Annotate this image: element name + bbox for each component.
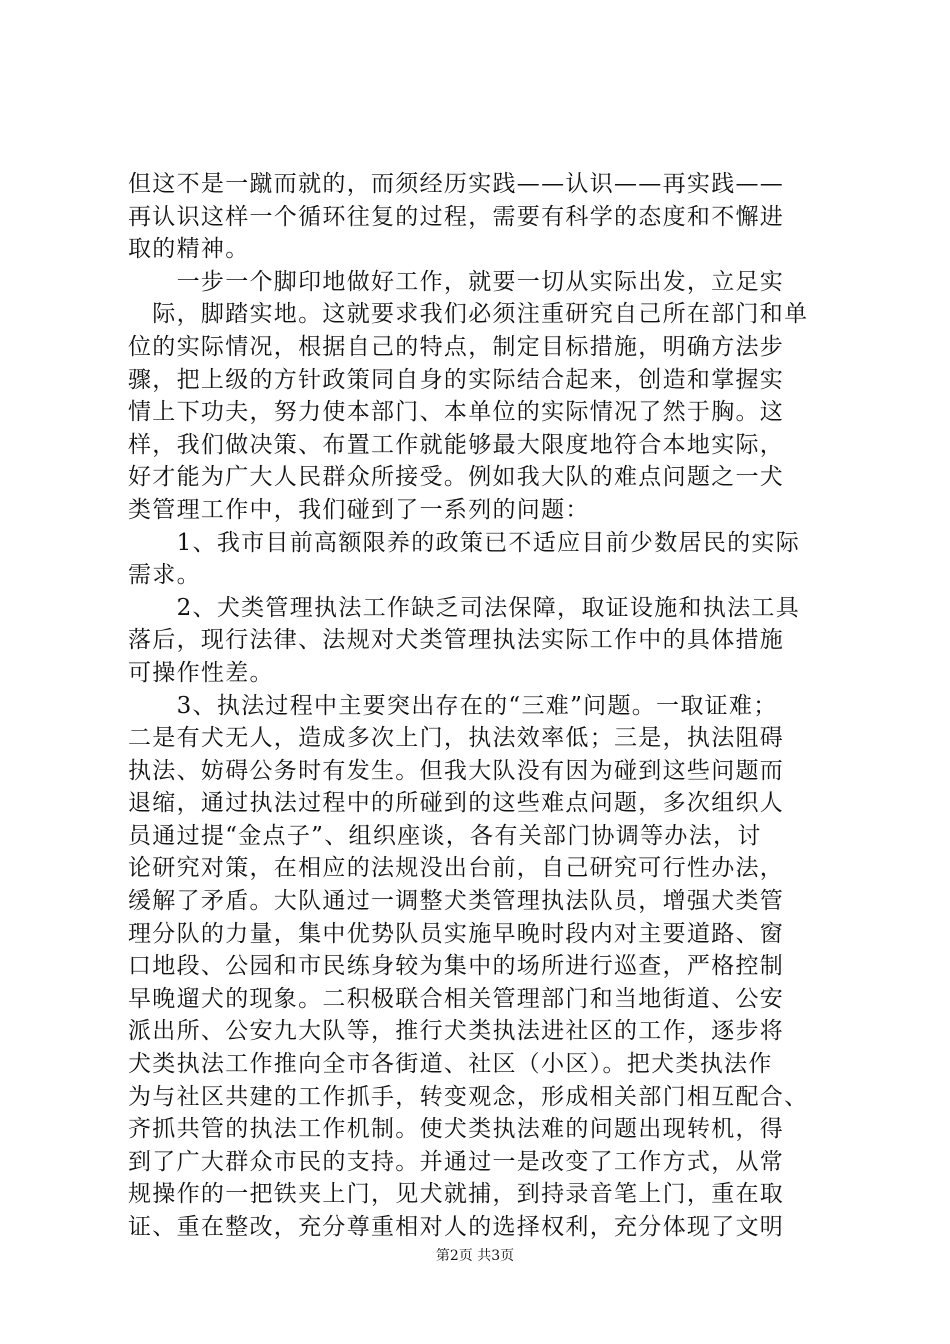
text-line: 论研究对策，在相应的法规没出台前，自己研究可行性办法，: [128, 855, 785, 882]
text-line: 证、重在整改，充分尊重相对人的选择权利，充分体现了文明: [128, 1214, 785, 1240]
text-line: 样，我们做决策、布置工作就能够最大限度地符合本地实际，: [128, 431, 785, 458]
text-line: 员通过提“金点子”、组织座谈，各有关部门协调等办法，讨: [128, 822, 762, 849]
text-line: 再认识这样一个循环往复的过程，需要有科学的态度和不懈进: [128, 203, 785, 230]
text-line: 骤，把上级的方针政策同自身的实际结合起来，创造和掌握实: [128, 366, 785, 393]
text-line: 1、我市目前高额限养的政策已不适应目前少数居民的实际: [128, 529, 801, 556]
text-line: 退缩，通过执法过程中的所碰到的这些难点问题，多次组织人: [128, 790, 785, 817]
page-footer: 第2页 共3页: [435, 1248, 515, 1264]
text-line: 3、执法过程中主要突出存在的“三难”问题。一取证难；: [128, 692, 778, 719]
text-line: 需求。: [128, 562, 201, 589]
text-line: 早晚遛犬的现象。二积极联合相关管理部门和当地街道、公安: [128, 985, 785, 1012]
text-line: 类管理工作中，我们碰到了一系列的问题：: [128, 496, 590, 523]
text-line: 理分队的力量，集中优势队员实施早晚时段内对主要道路、窗: [128, 920, 785, 947]
text-line: 缓解了矛盾。大队通过一调整犬类管理执法队员，增强犬类管: [128, 888, 785, 915]
text-line: 执法、妨碍公务时有发生。但我大队没有因为碰到这些问题而: [128, 757, 785, 784]
text-line: 犬类执法工作推向全市各街道、社区（小区）。把犬类执法作: [128, 1051, 773, 1078]
text-line: 但这不是一蹴而就的，而须经历实践——认识——再实践——: [128, 171, 785, 197]
body-text: [128, 168, 848, 1244]
text-line: 落后，现行法律、法规对犬类管理执法实际工作中的具体措施: [128, 627, 785, 654]
text-line: 一步一个脚印地做好工作，就要一切从实际出发，立足实: [128, 268, 785, 295]
text-line: 位的实际情况，根据自己的特点，制定目标措施，明确方法步: [128, 333, 785, 360]
text-line: 口地段、公园和市民练身较为集中的场所进行巡查，严格控制: [128, 953, 785, 980]
text-line: 际，脚踏实地。这就要求我们必须注重研究自己所在部门和单: [128, 301, 809, 328]
text-line: 规操作的一把铁夹上门，见犬就捕，到持录音笔上门，重在取: [128, 1181, 785, 1208]
text-line: 二是有犬无人，造成多次上门，执法效率低；三是，执法阻碍: [128, 725, 785, 752]
text-line: 派出所、公安九大队等，推行犬类执法进社区的工作，逐步将: [128, 1018, 785, 1045]
text-line: 情上下功夫，努力使本部门、本单位的实际情况了然于胸。这: [128, 399, 785, 426]
text-line: 到了广大群众市民的支持。并通过一是改变了工作方式，从常: [128, 1148, 785, 1175]
text-line: 取的精神。: [128, 236, 250, 263]
text-line: 可操作性差。: [128, 659, 274, 686]
text-line: 为与社区共建的工作抓手，转变观念，形成相关部门相互配合、: [128, 1083, 809, 1110]
text-line: 齐抓共管的执法工作机制。使犬类执法难的问题出现转机，得: [128, 1116, 785, 1143]
text-line: 好才能为广大人民群众所接受。例如我大队的难点问题之一犬: [128, 464, 785, 491]
text-line: 2、犬类管理执法工作缺乏司法保障，取证设施和执法工具: [128, 594, 801, 621]
